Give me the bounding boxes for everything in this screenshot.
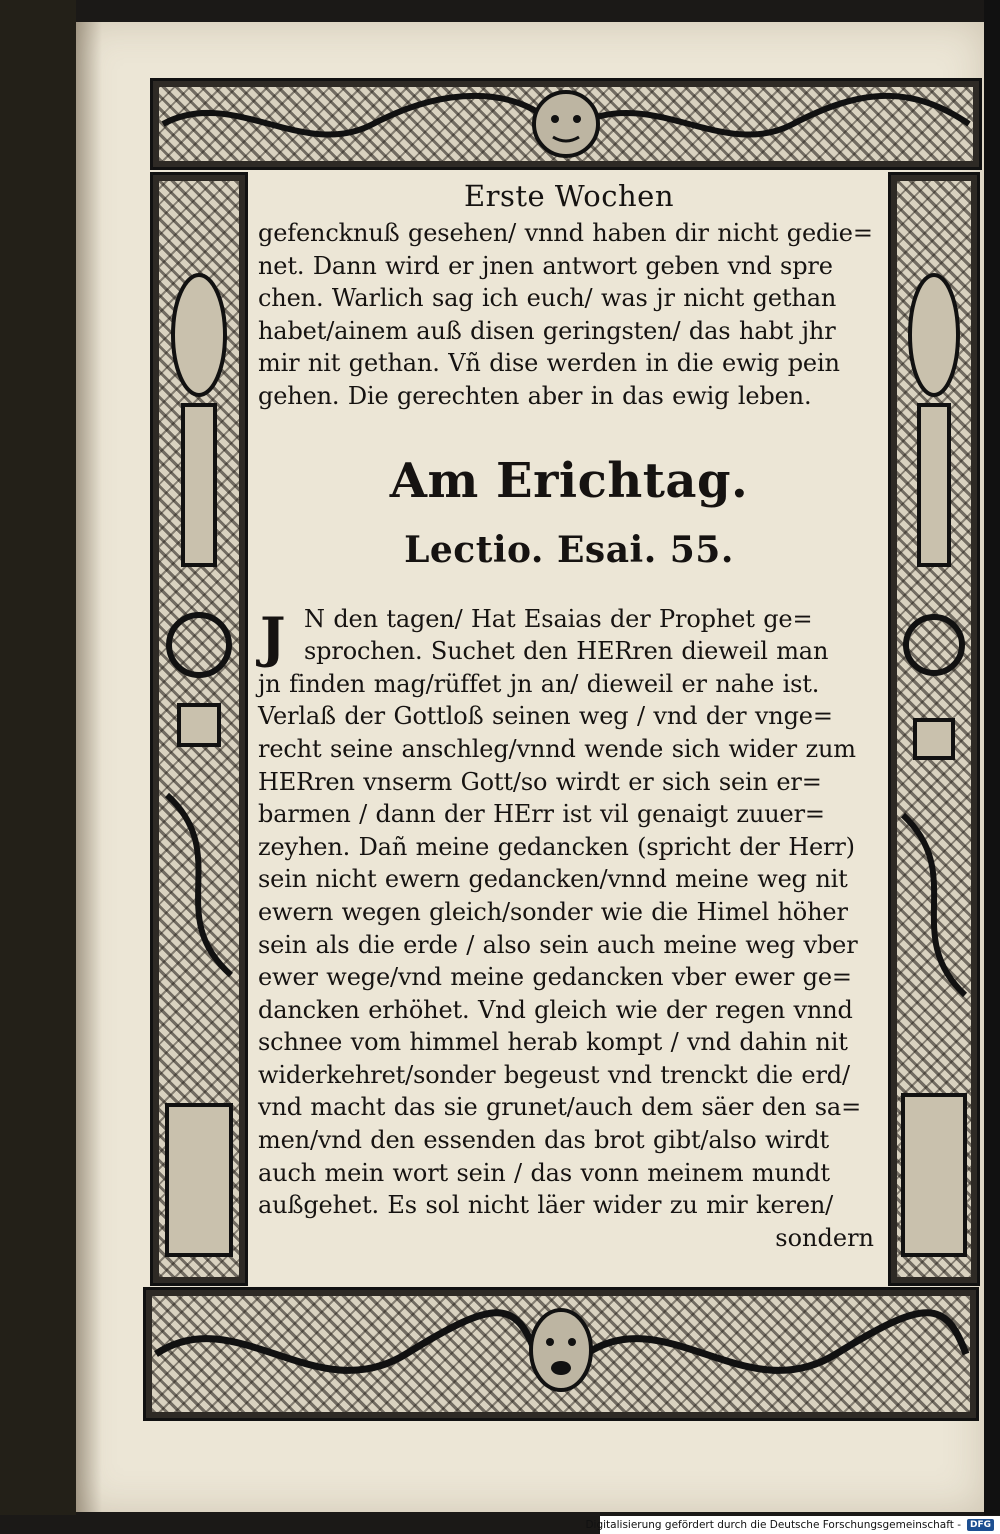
lion-head-ornament-icon [153,81,979,167]
scan-background-right [984,0,1000,1515]
drop-capital: J [260,604,286,669]
text-line: vnd macht das sie grunet/auch dem säer den sa= [258,1093,862,1122]
caryatid-figure-icon [891,175,977,1283]
page-text-block [258,175,880,1254]
lesson-heading: Lectio. Esai. 55. [404,528,734,571]
text-line: jn finden mag/rüffet jn an/ dieweil er nahe ist. [258,669,820,698]
text-line: Verlaß der Gottloß seinen weg / vnd der vnge= [258,702,833,731]
text-line: widerkehret/sonder begeust vnd trenckt die erd/ [258,1060,850,1089]
caryatid-figure-icon [153,175,245,1283]
text-line: barmen / dann der HErr ist vil genaigt zuuer= [258,800,825,829]
section-heading: Am Erichtag. [389,452,749,509]
catchword: sondern [775,1223,874,1252]
mask-and-putti-ornament-icon [146,1290,976,1418]
text-line: habet/ainem auß disen geringsten/ das habt jhr [258,316,836,345]
text-line: men/vnd den essenden das brot gibt/also wirdt [258,1126,829,1155]
woodcut-border-right [888,172,980,1286]
dfg-logo: DFG [967,1519,994,1531]
paragraph-continuation [258,217,880,413]
text-line: chen. Warlich sag ich euch/ was jr nicht gethan [258,284,837,313]
woodcut-border-bottom [143,1287,979,1421]
woodcut-border-left [150,172,248,1286]
text-line: auch mein wort sein / das vonn meinem mundt [258,1158,830,1187]
text-line: gefencknuß gesehen/ vnnd haben dir nicht gedie= [258,219,873,247]
reading-paragraph [258,603,880,1222]
text-line: net. Dann wird er jnen antwort geben vnd spre [258,251,833,280]
text-line: ewer wege/vnd meine gedancken vber ewer ge= [258,963,852,992]
woodcut-border-top [150,78,982,170]
text-line: HERren vnserm Gott/so wirdt er sich sein er= [258,767,822,796]
text-line: mir nit gethan. Vñ dise werden in die ewig pein [258,349,840,378]
text-line: schnee vom himmel herab kompt / vnd dahin nit [258,1028,848,1057]
text-line: N den tagen/ Hat Esaias der Prophet ge= [304,604,813,633]
digitization-footer [585,1516,1000,1534]
text-line: zeyhen. Dañ meine gedancken (spricht der Herr) [258,832,855,861]
text-line: sein als die erde / also sein auch meine weg vber [258,930,858,959]
text-line: dancken erhöhet. Vnd gleich wie der regen vnnd [258,995,853,1024]
running-head: Erste Wochen [463,179,674,213]
funding-credit: Digitalisierung gefördert durch die Deutsche Forschungsgemeinschaft - [585,1519,961,1531]
scan-background-left [0,0,76,1515]
text-line: gehen. Die gerechten aber in das ewig leben. [258,381,812,410]
text-line: sprochen. Suchet den HERren dieweil man [304,637,829,666]
text-line: sein nicht ewern gedancken/vnnd meine weg nit [258,865,848,894]
text-line: außgehet. Es sol nicht läer wider zu mir keren/ [258,1191,834,1220]
text-line: recht seine anschleg/vnnd wende sich wider zum [258,734,856,763]
text-line: ewern wegen gleich/sonder wie die Himel höher [258,897,848,926]
